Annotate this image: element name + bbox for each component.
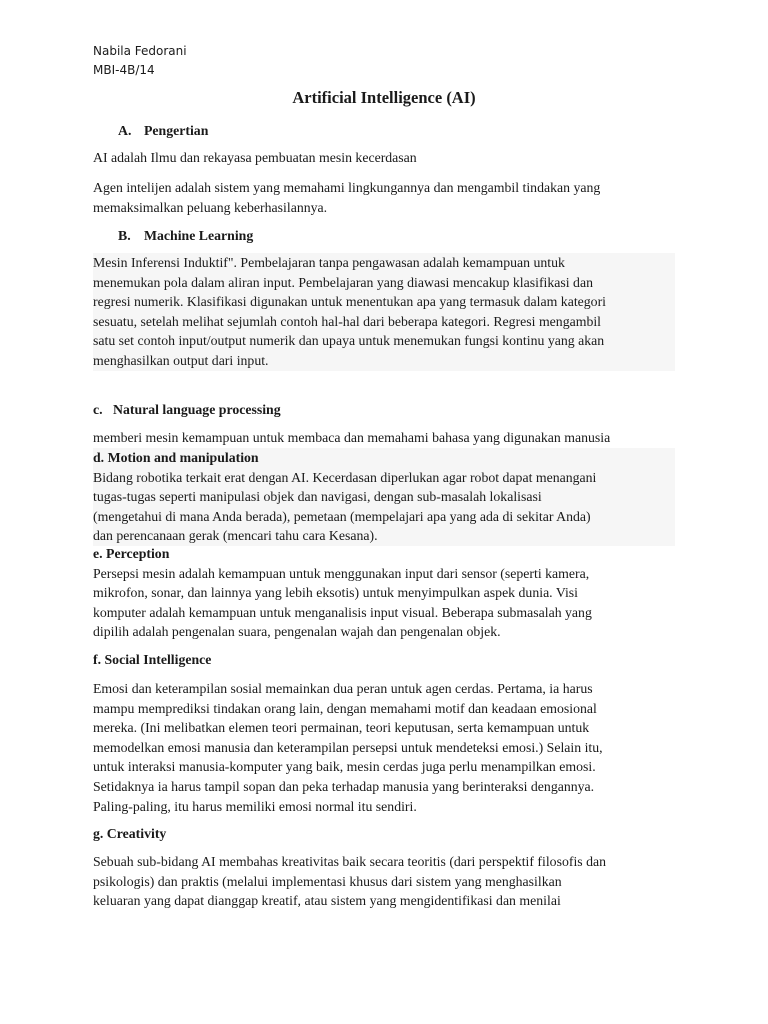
section-d-heading: d. Motion and manipulation xyxy=(93,450,259,465)
section-b-heading: B. Machine Learning xyxy=(118,228,254,243)
section-g-paragraph: Sebuah sub-bidang AI membahas kreativitas baik secara teoritis (dari perspektif filosofis dan psikologis) dan praktis (melalui implementasi khusus dari sistem yang menghasilkan keluaran yang dapat dianggap kreatif, atau sistem yang mengidentifikasi dan menilai xyxy=(93,854,607,909)
section-c-paragraph: memberi mesin kemampuan untuk membaca dan memahami bahasa yang digunakan manusia xyxy=(93,430,611,445)
section-e-heading: e. Perception xyxy=(93,546,170,561)
section-e: e. Perception Persepsi mesin adalah kemampuan untuk menggunakan input dari sensor (seperti kamera, mikrofon, sonar, dan lainnya yang lebih eksotis) untuk menyimpulkan aspek dunia. Visi komputer adalah kemampuan untuk menganalisis input visual. Beberapa submasalah yang dipilih adalah pengenalan suara, pengenalan wajah dan pengenalan objek. xyxy=(93,544,683,642)
section-a-paragraph-1: AI adalah Ilmu dan rekayasa pembuatan mesin kecerdasan xyxy=(93,150,417,165)
section-f-paragraph: Emosi dan keterampilan sosial memainkan dua peran untuk agen cerdas. Pertama, ia harus mampu memprediksi tindakan orang lain, dengan memahami motif dan keadaan emosional mereka. (Ini melibatkan elemen teori permainan, teori keputusan, serta kemampuan untuk memodelkan emosi manusia dan keterampilan persepsi untuk mendeteksi emosi.) Selain itu, untuk interaksi manusia-komputer yang baik, mesin cerdas juga perlu menampilkan emosi. Setidaknya ia harus tampil sopan dan peka terhadap manusia yang berinteraksi dengannya. Paling-paling, itu harus memiliki emosi normal itu sendiri. xyxy=(93,681,603,814)
section-d: d. Motion and manipulation Bidang robotika terkait erat dengan AI. Kecerdasan diperlukan agar robot dapat menangani tugas-tugas seperti manipulasi objek dan navigasi, dengan sub-masalah lokalisasi (mengetahui di mana Anda berada), pemetaan (mempelajari apa yang ada di sekitar Anda) dan perencanaan gerak (mencari tahu cara Kesana). xyxy=(93,448,675,546)
section-f-heading: f. Social Intelligence xyxy=(93,652,212,667)
author-header xyxy=(93,42,187,80)
section-g-heading: g. Creativity xyxy=(93,826,167,841)
section-b-paragraph: Mesin Inferensi Induktif". Pembelajaran tanpa pengawasan adalah kemampuan untuk menemukan pola dalam aliran input. Pembelajaran yang diawasi mencakup klasifikasi dan regresi numerik. Klasifikasi digunakan untuk menentukan apa yang termasuk dalam kategori sesuatu, setelah melihat sejumlah contoh hal-hal dari beberapa kategori. Regresi mengambil satu set contoh input/output numerik dan upaya untuk menemukan fungsi kontinu yang akan menghasilkan output dari input. xyxy=(93,253,675,371)
document-title: Artificial Intelligence (AI) xyxy=(292,88,476,107)
section-a-paragraph-2: Agen intelijen adalah sistem yang memahami lingkungannya dan mengambil tindakan yang memaksimalkan peluang keberhasilannya. xyxy=(93,180,601,215)
class-id: MBI-4B/14 xyxy=(93,63,155,77)
author-name: Nabila Fedorani xyxy=(93,44,187,58)
section-c-heading: c. Natural language processing xyxy=(93,402,281,417)
section-a-heading: A. Pengertian xyxy=(118,123,209,138)
